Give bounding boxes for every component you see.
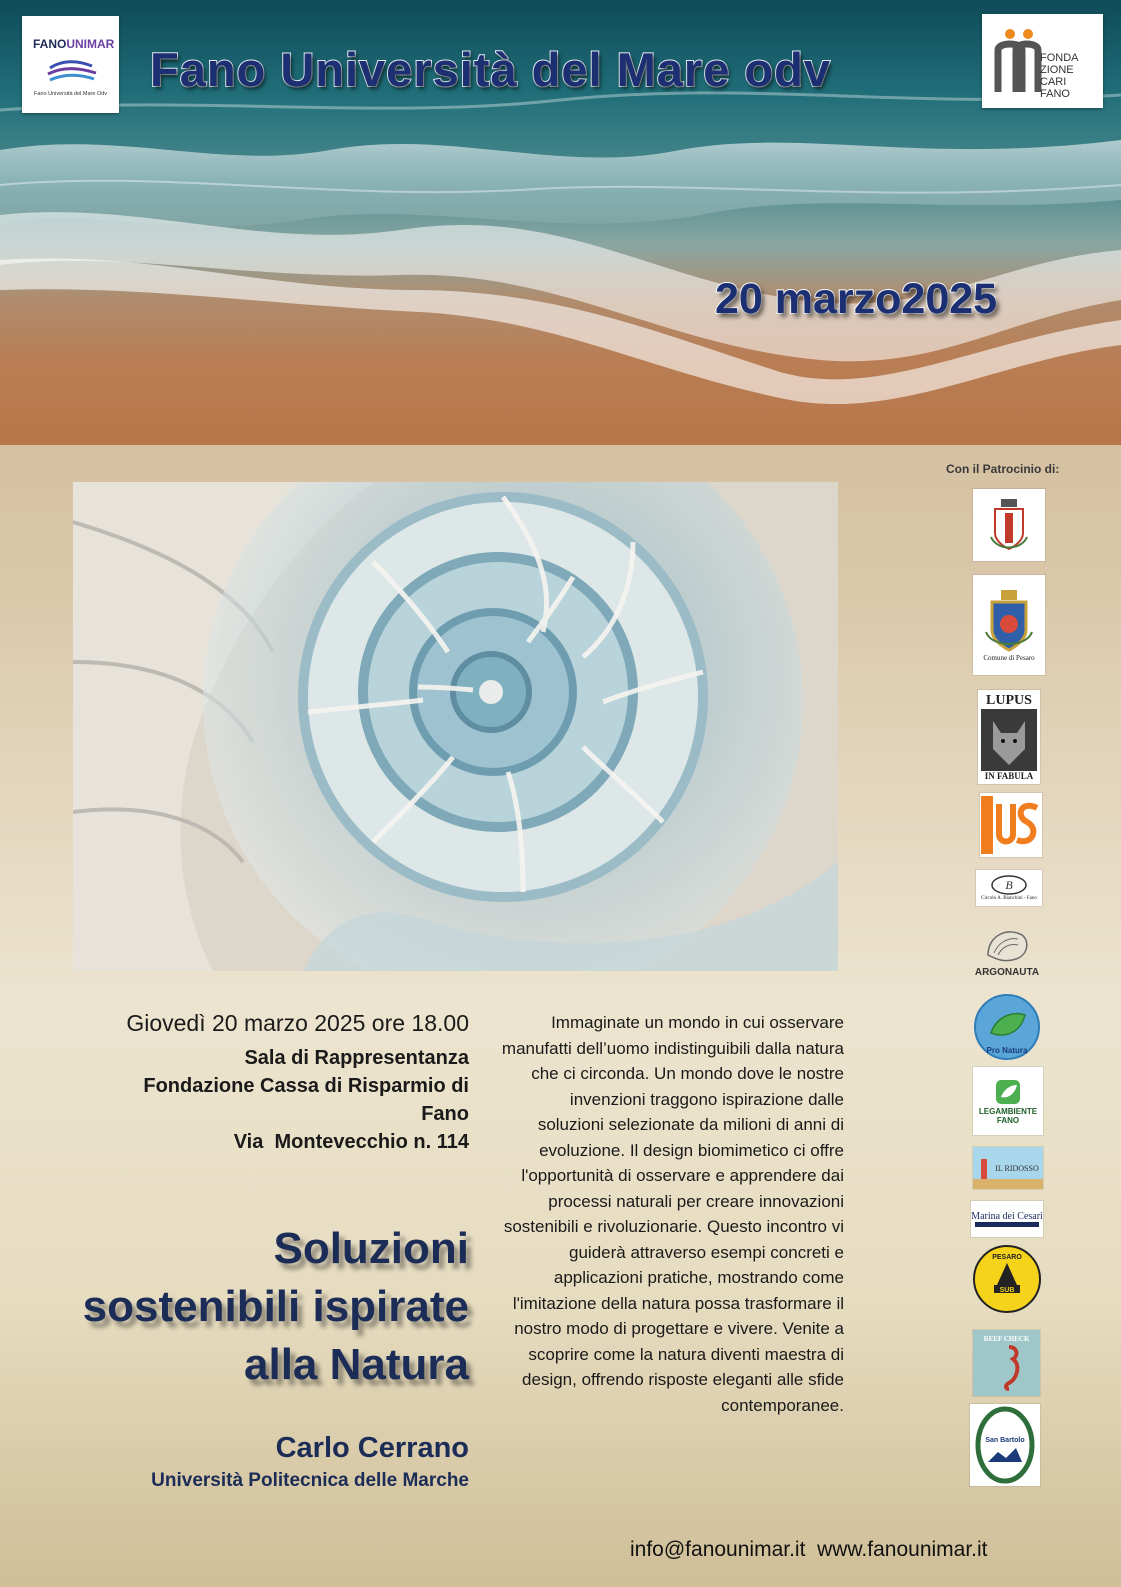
contact-email-link[interactable]: info@fanounimar.it	[630, 1538, 806, 1561]
sponsor-reef-check	[973, 1330, 1040, 1396]
svg-text:B: B	[1005, 878, 1013, 892]
circolo-bianchini-icon	[989, 874, 1029, 896]
parco-san-bartolo-icon	[974, 1406, 1036, 1484]
reef-check-caption: REEF CHECK	[983, 1335, 1030, 1343]
universita-saperi-icon	[981, 794, 1041, 856]
talk-title-line: sostenibili ispirate	[82, 1282, 469, 1331]
legambiente-icon	[993, 1077, 1023, 1107]
sponsor-marina-cesari	[971, 1201, 1043, 1237]
lupus-caption: IN FABULA	[984, 771, 1034, 781]
hero-banner	[0, 0, 1121, 445]
bianchini-caption: Circolo A. Bianchini - Fano	[981, 896, 1037, 901]
svg-text:PESARO: PESARO	[992, 1254, 1022, 1261]
svg-text:San Bartolo: San Bartolo	[985, 1437, 1025, 1444]
marina-caption: Marina dei Cesari	[971, 1210, 1043, 1222]
legambiente-caption: LEGAMBIENTE FANO	[978, 1107, 1038, 1125]
svg-text:Pro Natura: Pro Natura	[986, 1046, 1028, 1055]
sponsor-circolo-bianchini	[976, 870, 1042, 906]
pesaro-sub-icon	[972, 1245, 1042, 1313]
sponsor-comune-pesaro	[973, 575, 1045, 675]
fondazione-carifano-logo	[982, 14, 1103, 108]
venue-line: Fano	[421, 1103, 469, 1125]
event-datetime: Giovedì 20 marzo 2025 ore 18.00	[126, 1010, 469, 1036]
lupus-title: LUPUS	[986, 693, 1032, 708]
fondazione-wordmark: FONDA ZIONE CARI FANO	[1040, 52, 1079, 100]
svg-text:SUB: SUB	[999, 1287, 1015, 1294]
il-ridosso-icon	[973, 1147, 1043, 1189]
talk-abstract: Immaginate un mondo in cui osservare manufatti dell’uomo indistinguibili dalla natura che ci circonda. Un mondo dove le nostre invenzioni traggono ispirazione dalle soluzioni selezionate da milioni di anni di evoluzione. Il design biomimetico ci offre l'opportunità di osservare e apprendere dai processi naturali per creare innovazioni sostenibili e rivoluzionarie. Questo incontro vi guiderà attraverso esempi concreti e applicazioni pratiche, mostrando come l'imitazione della natura possa trasformare il nostro modo di progettare e vivere. Venite a scoprire come la natura diventi maestra di design, offrendo risposte eleganti alle sfide contemporanee.	[501, 1013, 844, 1415]
venue-line: Sala di Rappresentanza	[244, 1047, 469, 1069]
nautilus-shell-photo	[73, 482, 838, 971]
pro-natura-leaf-icon	[973, 993, 1041, 1061]
event-date-banner: 20 marzo2025	[715, 275, 998, 323]
fanounimar-caption: Fano Università del Mare Odv	[34, 91, 108, 97]
fanounimar-wordmark: FANOUNIMAR	[33, 37, 115, 51]
sponsor-universita-saperi	[980, 793, 1042, 857]
speaker-affiliation: Università Politecnica delle Marche	[151, 1470, 469, 1491]
patronage-label: Con il Patrocinio di:	[946, 462, 1060, 476]
argonauta-shell-icon	[984, 925, 1030, 967]
sponsor-lupus-in-fabula	[978, 690, 1040, 784]
sponsor-legambiente	[973, 1067, 1043, 1135]
sponsor-pesaro-sub	[971, 1245, 1043, 1313]
website-link[interactable]: www.fanounimar.it	[817, 1538, 988, 1561]
marina-cesari-icon	[975, 1222, 1039, 1228]
event-venue	[60, 1044, 469, 1156]
venue-line: Fondazione Cassa di Risparmio di	[143, 1075, 469, 1097]
page-title: Fano Università del Mare odv	[150, 43, 831, 96]
talk-title-line: Soluzioni	[273, 1224, 469, 1273]
talk-title	[40, 1220, 469, 1394]
footer-contacts	[630, 1538, 1030, 1562]
svg-text:IL RIDOSSO: IL RIDOSSO	[995, 1164, 1039, 1173]
speaker-name: Carlo Cerrano	[275, 1432, 469, 1464]
sponsor-parco-san-bartolo	[970, 1404, 1040, 1486]
fanounimar-logo	[22, 16, 119, 113]
pesaro-caption: Comune di Pesaro	[983, 654, 1035, 662]
waves-icon	[22, 16, 119, 113]
sponsor-il-ridosso	[973, 1147, 1043, 1189]
sponsor-pro-natura	[973, 993, 1041, 1061]
argonauta-caption: ARGONAUTA	[974, 966, 1040, 978]
comune-fano-crest-icon	[989, 497, 1029, 553]
venue-line: Via Montevecchio n. 114	[233, 1131, 469, 1153]
lupus-wolf-icon	[981, 709, 1037, 771]
sponsor-comune-fano	[973, 489, 1045, 561]
comune-pesaro-crest-icon	[984, 588, 1034, 654]
event-details	[60, 1010, 469, 1156]
reef-check-seahorse-icon	[987, 1343, 1027, 1391]
sponsor-argonauta	[973, 918, 1041, 984]
talk-title-line: alla Natura	[244, 1340, 469, 1389]
